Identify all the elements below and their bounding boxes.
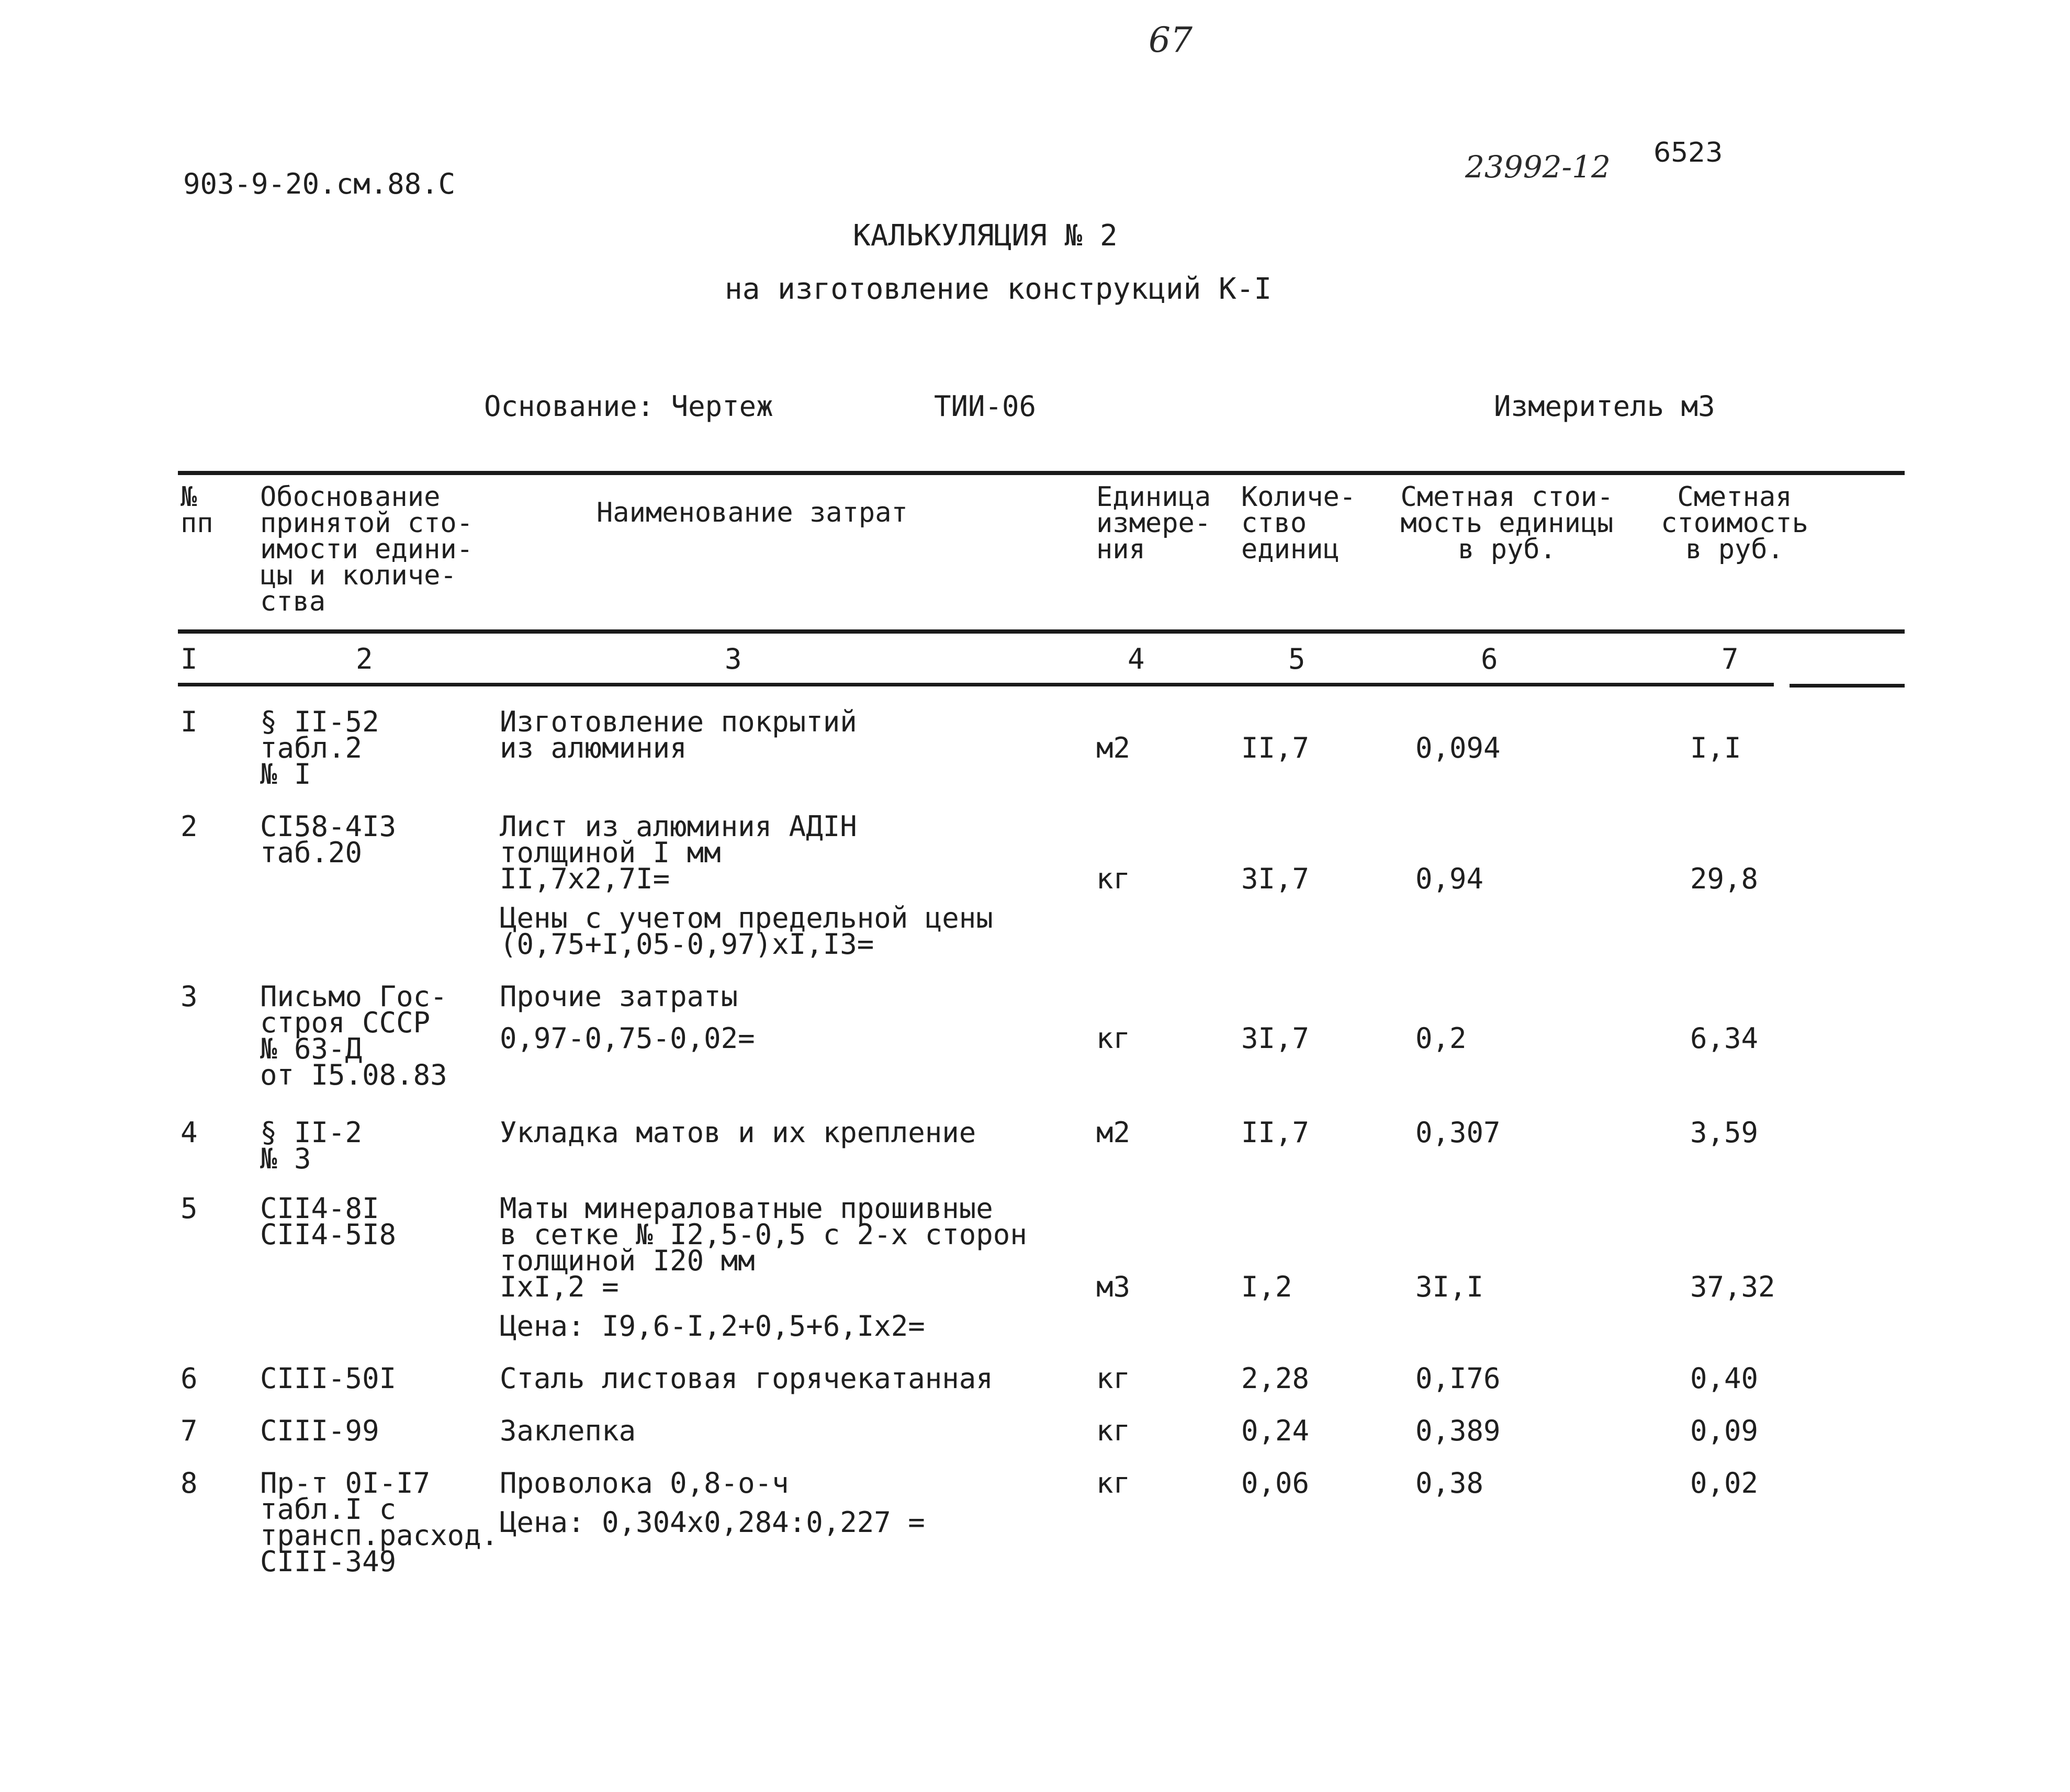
row-unit: кг <box>1096 862 1131 895</box>
row-name <box>500 1192 1027 1343</box>
column-header-no: № пп <box>181 481 213 539</box>
name-line: Прочие затраты <box>500 980 738 1013</box>
name-line: Заклепка <box>500 1414 636 1447</box>
row-total: 0,09 <box>1690 1414 1759 1447</box>
basis-line: СIII-99 <box>260 1414 379 1447</box>
row-unit: м2 <box>1096 731 1131 764</box>
row-name <box>500 1362 993 1395</box>
row-basis <box>260 1467 499 1578</box>
basis-line: СII4-5I8 <box>260 1218 397 1251</box>
row-number: 3 <box>181 980 198 1013</box>
row-total: 0,02 <box>1690 1467 1759 1500</box>
row-qty: I,2 <box>1241 1270 1292 1303</box>
row-unit-cost: 0,94 <box>1415 862 1484 895</box>
name-line: (0,75+I,05-0,97)хI,I3= <box>500 928 874 961</box>
name-line: в сетке № I2,5-0,5 с 2-х сторон <box>500 1218 1027 1251</box>
table-header-rule <box>178 629 1905 634</box>
row-total: I,I <box>1690 731 1741 764</box>
row-basis <box>260 980 447 1091</box>
row-basis <box>260 1414 379 1447</box>
column-header-total: Сметная стоимость в руб. <box>1661 481 1808 565</box>
row-number: 6 <box>181 1362 198 1395</box>
row-unit-cost: 0,2 <box>1415 1022 1467 1055</box>
row-unit: кг <box>1096 1467 1131 1500</box>
column-header-name: Наименование затрат <box>597 497 908 528</box>
basis-line: § II-2 <box>260 1116 363 1149</box>
document-code: 903-9-20.см.88.С <box>183 167 456 200</box>
basis-line: СIII-50I <box>260 1362 397 1395</box>
name-line: Изготовление покрытий <box>500 705 857 738</box>
name-line: Проволока 0,8-о-ч <box>500 1467 789 1500</box>
inventory-number: 23992-12 <box>1465 149 1611 185</box>
row-number: 2 <box>181 810 198 843</box>
row-basis <box>260 1362 397 1395</box>
document-title: КАЛЬКУЛЯЦИЯ № 2 <box>853 219 1118 253</box>
document-subtitle: на изготовление конструкций К-I <box>725 272 1272 306</box>
name-line: толщиной I мм <box>500 836 721 869</box>
row-number: 7 <box>181 1414 198 1447</box>
name-line: Цена: 0,304х0,284:0,227 = <box>500 1506 925 1539</box>
row-name <box>500 1116 976 1149</box>
name-line: Цены с учетом предельной цены <box>500 901 993 934</box>
row-number: I <box>181 705 198 738</box>
row-number: 5 <box>181 1192 198 1225</box>
column-header-qty: Количе- ство единиц <box>1241 481 1356 565</box>
row-basis <box>260 705 379 791</box>
basis-line: № 3 <box>260 1142 311 1175</box>
name-line: Лист из алюминия АДIН <box>500 810 857 843</box>
basis-line: § II-52 <box>260 705 379 738</box>
column-number: 6 <box>1481 643 1498 675</box>
row-basis <box>260 1192 397 1251</box>
table-top-rule <box>178 471 1905 475</box>
row-unit-cost: 0,307 <box>1415 1116 1501 1149</box>
row-unit-cost: 3I,I <box>1415 1270 1484 1303</box>
name-line: 0,97-0,75-0,02= <box>500 1022 755 1055</box>
basis-line: табл.2 <box>260 731 363 764</box>
column-header-unit: Единица измере- ния <box>1096 481 1211 565</box>
sheet-number: 6523 <box>1653 137 1723 168</box>
page-number: 67 <box>1149 20 1192 60</box>
basis-line: СI58-4I3 <box>260 810 397 843</box>
name-line: Цена: I9,6-I,2+0,5+6,Iх2= <box>500 1310 925 1343</box>
row-basis <box>260 1116 363 1175</box>
basis-line: СIII-349 <box>260 1545 397 1578</box>
name-line: Сталь листовая горячекатанная <box>500 1362 993 1395</box>
row-qty: II,7 <box>1241 731 1310 764</box>
row-qty: 0,24 <box>1241 1414 1310 1447</box>
column-number: 3 <box>725 643 742 675</box>
basis-line: Письмо Гос- <box>260 980 447 1013</box>
name-line: Маты минераловатные прошивные <box>500 1192 993 1225</box>
row-total: 29,8 <box>1690 862 1759 895</box>
row-qty: 3I,7 <box>1241 862 1310 895</box>
basis-line: № 63-Д <box>260 1032 363 1065</box>
name-line: II,7х2,7I= <box>500 862 670 895</box>
column-number: 5 <box>1288 643 1306 675</box>
row-total: 37,32 <box>1690 1270 1775 1303</box>
row-unit: кг <box>1096 1022 1131 1055</box>
basis-line: № I <box>260 758 311 791</box>
column-number: 4 <box>1128 643 1145 675</box>
table-column-numbers-rule <box>178 683 1774 686</box>
row-name <box>500 980 755 1055</box>
row-total: 0,40 <box>1690 1362 1759 1395</box>
row-unit-cost: 0,389 <box>1415 1414 1501 1447</box>
measure-unit: Измеритель м3 <box>1494 390 1715 423</box>
basis-line: табл.I с <box>260 1493 397 1526</box>
row-number: 8 <box>181 1467 198 1500</box>
row-qty: II,7 <box>1241 1116 1310 1149</box>
name-line: из алюминия <box>500 731 687 764</box>
row-unit-cost: 0,I76 <box>1415 1362 1501 1395</box>
row-unit: м2 <box>1096 1116 1131 1149</box>
column-number: 2 <box>356 643 373 675</box>
row-name <box>500 810 993 961</box>
row-unit: кг <box>1096 1362 1131 1395</box>
name-line: толщиной I20 мм <box>500 1244 755 1277</box>
basis-line: Пр-т 0I-I7 <box>260 1467 431 1500</box>
row-unit: кг <box>1096 1414 1131 1447</box>
basis-value: ТИИ-06 <box>934 390 1037 423</box>
row-name <box>500 1467 925 1539</box>
table-column-numbers-rule-right <box>1790 684 1905 688</box>
basis-line: СII4-8I <box>260 1192 379 1225</box>
row-name <box>500 705 857 764</box>
row-qty: 2,28 <box>1241 1362 1310 1395</box>
basis-label: Основание: Чертеж <box>484 390 773 423</box>
row-total: 3,59 <box>1690 1116 1759 1149</box>
row-unit: м3 <box>1096 1270 1131 1303</box>
column-header-unit-cost: Сметная стои- мость единицы в руб. <box>1400 481 1614 565</box>
row-unit-cost: 0,38 <box>1415 1467 1484 1500</box>
row-number: 4 <box>181 1116 198 1149</box>
row-unit-cost: 0,094 <box>1415 731 1501 764</box>
row-basis <box>260 810 397 869</box>
name-line: Укладка матов и их крепление <box>500 1116 976 1149</box>
row-total: 6,34 <box>1690 1022 1759 1055</box>
basis-line: от I5.08.83 <box>260 1058 447 1091</box>
basis-line: трансп.расход. <box>260 1519 499 1552</box>
row-name <box>500 1414 636 1447</box>
basis-line: таб.20 <box>260 836 363 869</box>
column-number: 7 <box>1722 643 1739 675</box>
name-line: IхI,2 = <box>500 1270 619 1303</box>
column-header-basis: Обоснование принятой сто- имости едини- цы и количе- ства <box>260 481 473 617</box>
row-qty: 0,06 <box>1241 1467 1310 1500</box>
column-number: I <box>181 643 198 675</box>
basis-line: строя СССР <box>260 1006 431 1039</box>
row-qty: 3I,7 <box>1241 1022 1310 1055</box>
